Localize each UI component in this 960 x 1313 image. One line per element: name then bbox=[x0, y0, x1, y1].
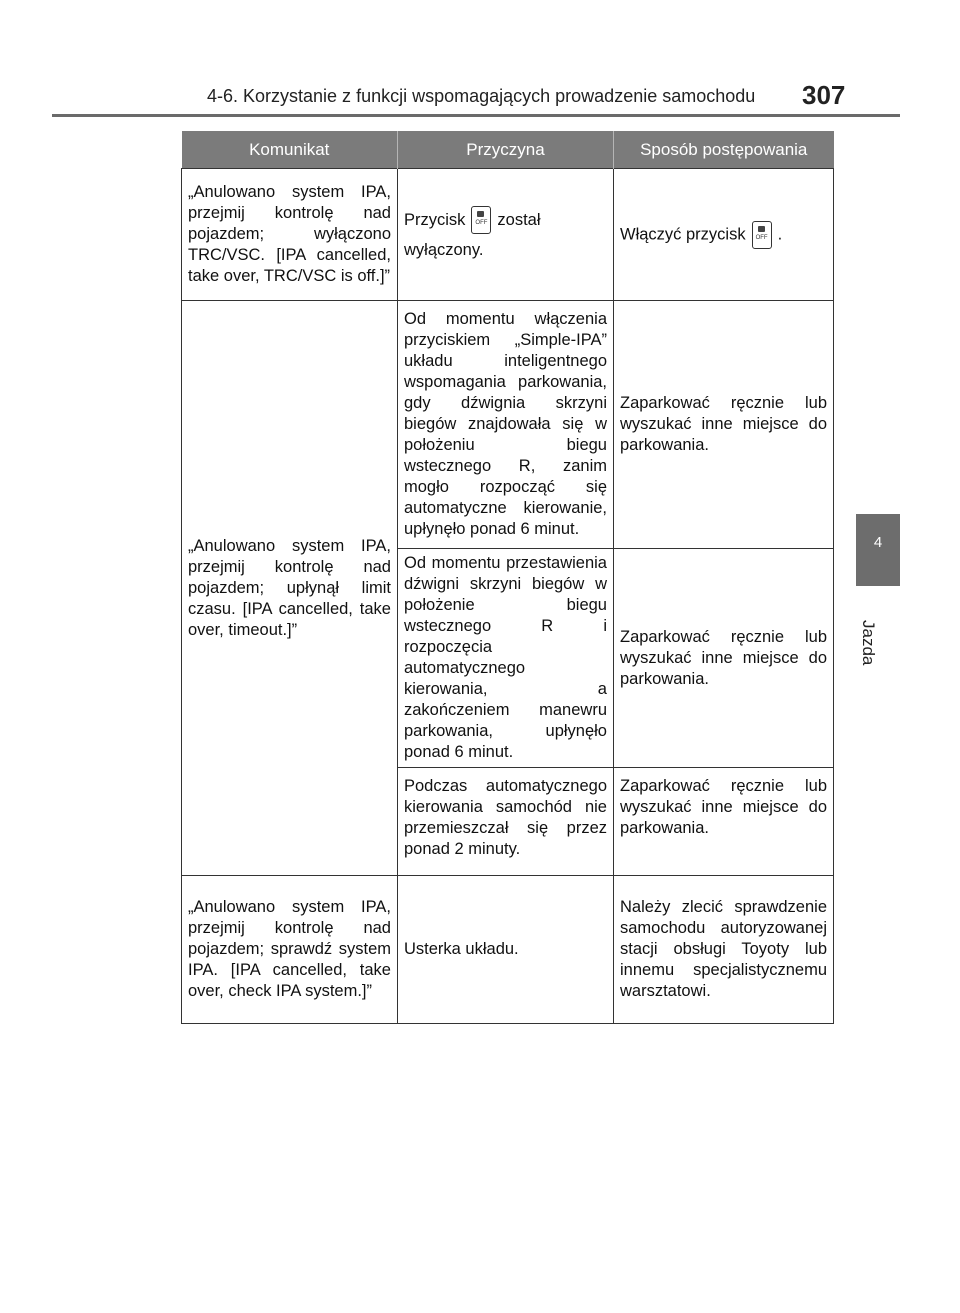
cause-cell bbox=[398, 169, 614, 301]
cause-text: Od momentu włączenia przyciskiem „Simple-IPA” układu inteligentnego wspomagania parkowania, gdy dźwignia skrzyni biegów znajdowała się w położeniu biegu wstecznego R, zanim mogło rozpocząć się automatyczne kierowanie, upłynęło ponad 6 minut. bbox=[404, 310, 607, 538]
icon-off-label: OFF bbox=[755, 234, 768, 241]
action-text: Zaparkować ręcznie lub wyszukać inne miejsce do parkowania. bbox=[620, 394, 827, 454]
action-text: Zaparkować ręcznie lub wyszukać inne miejsce do parkowania. bbox=[620, 627, 827, 688]
icon-off-label: OFF bbox=[475, 220, 488, 227]
header-rule bbox=[52, 114, 900, 117]
chapter-tab-number: 4 bbox=[873, 534, 883, 551]
cause-cell bbox=[398, 549, 614, 768]
page-header-title: 4-6. Korzystanie z funkcji wspomagających prowadzenie samochodu bbox=[207, 86, 756, 106]
page-number: 307 bbox=[802, 80, 846, 110]
action-text: Zaparkować ręcznie lub wyszukać inne miejsce do parkowania. bbox=[620, 777, 827, 837]
chapter-tab-label: Jazda bbox=[859, 620, 878, 666]
chapter-tab bbox=[856, 514, 900, 586]
column-header-cause: Przyczyna bbox=[398, 131, 614, 169]
car-skid-icon bbox=[477, 211, 484, 217]
action-cell bbox=[614, 876, 834, 1024]
action-cell bbox=[614, 301, 834, 549]
column-header-action: Sposób postępowania bbox=[614, 131, 834, 169]
messages-table bbox=[181, 131, 834, 1024]
column-header-message: Komunikat bbox=[182, 131, 398, 169]
cause-text-before: Przycisk bbox=[404, 210, 466, 229]
action-cell bbox=[614, 549, 834, 768]
cause-text: Usterka układu. bbox=[404, 940, 519, 958]
vsc-off-button-icon bbox=[752, 221, 772, 249]
cause-text: Podczas automatycznego kierowania samochód nie przemieszczał się przez ponad 2 minuty. bbox=[404, 777, 607, 858]
table-row bbox=[182, 876, 834, 1024]
message-cell bbox=[182, 169, 398, 301]
message-text: „Anulowano system IPA, przejmij kontrolę nad pojazdem; sprawdź system IPA. [IPA cancelled, take over, check IPA system.]” bbox=[188, 898, 391, 1000]
cause-cell bbox=[398, 876, 614, 1024]
car-skid-icon bbox=[758, 226, 765, 232]
cause-cell bbox=[398, 768, 614, 876]
message-text: „Anulowano system IPA, przejmij kontrolę nad pojazdem; wyłączono TRC/VSC. [IPA cancelled, take over, TRC/VSC is off.]” bbox=[188, 183, 391, 285]
action-cell bbox=[614, 768, 834, 876]
cause-text-after: został wyłączony. bbox=[404, 210, 541, 259]
action-text: Należy zlecić sprawdzenie samochodu autoryzowanej stacji obsługi Toyoty lub innemu specjalistycznemu warsztatowi. bbox=[620, 898, 827, 1000]
action-text-after: . bbox=[777, 224, 783, 243]
cause-cell bbox=[398, 301, 614, 549]
cause-text: Od momentu przestawienia dźwigni skrzyni biegów w położenie biegu wstecznego R i rozpoczęcia automatycznego kierowania, a zakończeniem manewru parkowania, upłynęło ponad 6 minut. bbox=[404, 554, 607, 761]
table-header-row bbox=[182, 131, 834, 169]
table-row bbox=[182, 301, 834, 549]
vsc-off-button-icon bbox=[471, 206, 491, 234]
message-cell bbox=[182, 301, 398, 876]
table-row bbox=[182, 169, 834, 301]
action-cell bbox=[614, 169, 834, 301]
action-text-before: Włączyć przycisk bbox=[620, 224, 746, 243]
message-text: „Anulowano system IPA, przejmij kontrolę nad pojazdem; upłynął limit czasu. [IPA cancelled, take over, timeout.]” bbox=[188, 536, 391, 639]
message-cell bbox=[182, 876, 398, 1024]
